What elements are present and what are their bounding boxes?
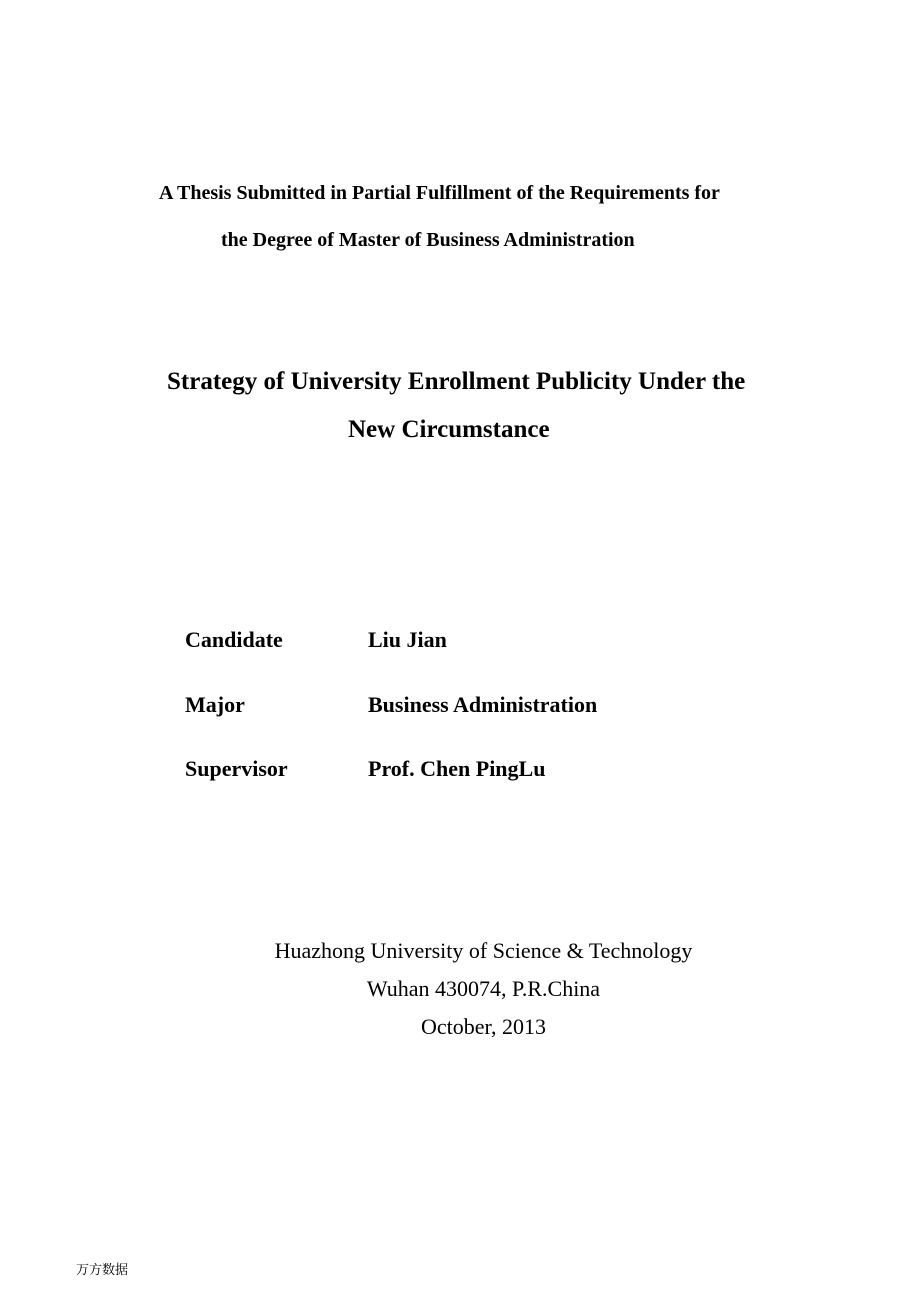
institution-name: Huazhong University of Science & Technology	[274, 938, 693, 963]
candidate-value: Liu Jian	[368, 627, 447, 652]
supervisor-label: Supervisor	[185, 756, 288, 781]
institution-address: Wuhan 430074, P.R.China	[366, 976, 601, 1001]
submission-statement-line-1: A Thesis Submitted in Partial Fulfillment of the Requirements for	[159, 182, 720, 204]
thesis-title-line-1: Strategy of University Enrollment Publicity Under the	[167, 368, 746, 395]
submission-date: October, 2013	[421, 1014, 546, 1039]
candidate-label: Candidate	[185, 627, 283, 652]
submission-statement-line-2: the Degree of Master of Business Administration	[221, 229, 635, 251]
major-value: Business Administration	[368, 692, 598, 717]
thesis-title-line-2: New Circumstance	[348, 416, 550, 443]
supervisor-value: Prof. Chen PingLu	[368, 756, 546, 781]
major-label: Major	[185, 692, 245, 717]
watermark-text: 万方数据	[76, 1263, 129, 1278]
